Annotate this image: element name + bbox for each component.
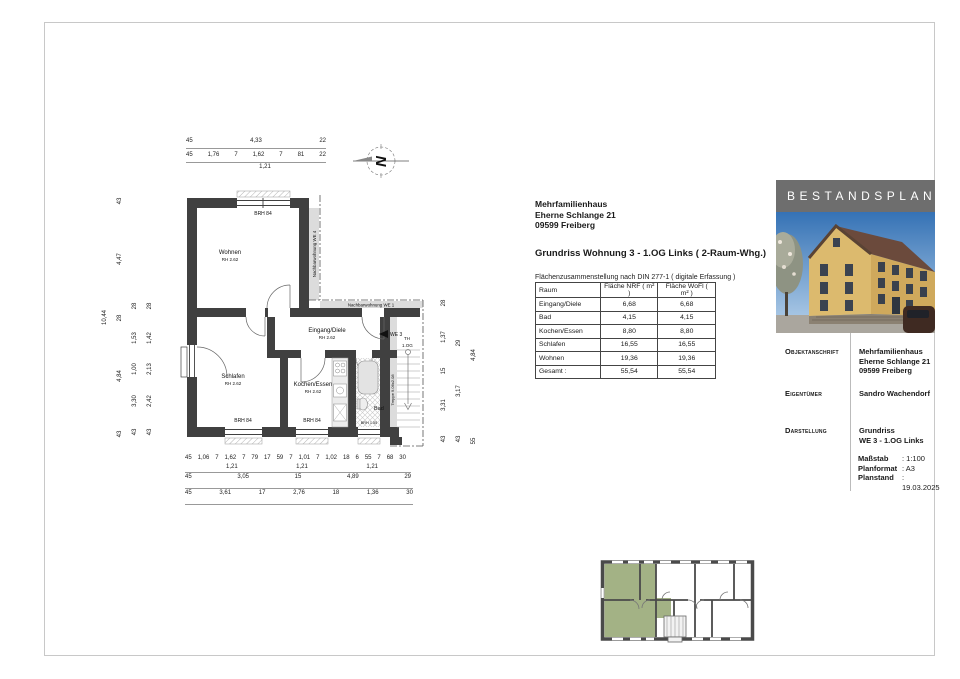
dimension-label: 28	[441, 299, 447, 307]
walls	[187, 198, 420, 445]
dimension-chain-top	[186, 138, 326, 144]
table-row	[536, 298, 716, 312]
kitchen-counter	[332, 358, 348, 427]
dimension-label: 45	[185, 455, 192, 461]
dimension-label: 30	[406, 490, 413, 496]
dimension-label: 7	[316, 455, 320, 461]
room-label: Kochen/Essen	[293, 382, 333, 388]
dimension-label: 15	[294, 474, 302, 480]
dimension-label: 7	[234, 152, 238, 158]
dimension-label: 29	[404, 474, 411, 480]
dimension-label: 1,62	[224, 455, 237, 461]
dimension-label: 17	[263, 455, 271, 461]
table-cell: Schlafen	[536, 338, 601, 352]
meta-label: Planstand	[858, 473, 894, 482]
table-row	[536, 365, 716, 379]
window-label: BRH 84	[234, 418, 252, 424]
dimension-chain-right	[453, 340, 465, 442]
window-label: BRH 84	[254, 211, 272, 217]
title-block	[776, 180, 940, 495]
table-cell: Gesamt :	[536, 365, 601, 379]
dimension-label: 10,44	[102, 309, 108, 325]
dimension-label: 6	[355, 455, 359, 461]
dimension-chain-bottom	[185, 474, 411, 480]
dimension-label: 4,89	[346, 474, 359, 480]
dimension-label: 18	[332, 490, 340, 496]
dimension-label: 29	[456, 339, 462, 347]
dimension-label: 4,84	[117, 369, 123, 382]
table-cell: Bad	[536, 311, 601, 325]
table-cell: Kochen/Essen	[536, 325, 601, 339]
meta-value: : A3	[902, 463, 915, 473]
field-value-line: Grundriss	[859, 426, 895, 435]
field-label: Eigentümer	[785, 388, 823, 398]
field-value-line: 09599 Freiberg	[859, 366, 912, 375]
city-address: 09599 Freiberg	[535, 220, 596, 230]
building-photo	[776, 212, 935, 333]
dimension-label: 1,42	[147, 331, 153, 344]
area-table-caption: Flächenzusammenstellung nach DIN 277-1 ( digitale Erfassung )	[535, 273, 736, 281]
room-label: Eingang/Diele	[308, 328, 346, 334]
dimension-label: 43	[147, 428, 153, 436]
project-info	[535, 199, 766, 281]
title-block-header: BESTANDSPLAN	[776, 180, 935, 212]
table-cell: Eingang/Diele	[536, 298, 601, 312]
dimension-label: 43	[132, 428, 138, 436]
dimension-label: 3,31	[441, 399, 447, 411]
dimension-label: 59	[276, 455, 284, 461]
dimension-label: 4,33	[250, 138, 262, 144]
dimension-label: 45	[185, 474, 192, 480]
drawing-title: Grundriss Wohnung 3 - 1.OG Links ( 2-Raum-Whg.)	[535, 247, 766, 259]
table-cell: 4,15	[658, 311, 716, 325]
table-row	[536, 338, 716, 352]
dimension-chain-bottom	[185, 490, 413, 496]
dimension-chain-left	[129, 303, 141, 435]
dimension-label: 4,47	[117, 253, 123, 266]
dimension-label: 7	[377, 455, 381, 461]
field-value	[851, 389, 930, 399]
dimension-label: 28	[147, 302, 153, 310]
dimension-chain-bottom	[226, 464, 378, 470]
field-label: Objektanschrift	[785, 347, 839, 356]
dimension-chain-right	[438, 300, 450, 442]
dimension-label: 3,05	[237, 474, 250, 480]
dimension-line	[186, 162, 326, 163]
field-label: Darstellung	[785, 426, 827, 435]
window-label: BRH 1.55	[360, 421, 378, 425]
dimension-chain-top	[186, 152, 326, 158]
dimension-label: 2,42	[147, 394, 153, 407]
dimension-label: 18	[342, 455, 350, 461]
dimension-label: 15	[441, 367, 447, 375]
title-block-fields	[776, 333, 940, 495]
field-value-line: Sandro Wachendorf	[859, 388, 930, 398]
dimension-label: 45	[186, 152, 193, 158]
table-header-cell: Raum	[536, 283, 601, 298]
dimension-chain-left	[99, 200, 111, 437]
meta-label: Maßstab	[858, 454, 889, 463]
staircase	[397, 350, 420, 428]
table-row	[536, 352, 716, 366]
dimension-label: 17	[258, 490, 266, 496]
room-height-label: RH 2.62	[304, 389, 322, 394]
table-cell: 16,55	[658, 338, 716, 352]
table-row	[536, 325, 716, 339]
dimension-label: 1,36	[366, 490, 379, 496]
dimension-chain-bottom	[185, 455, 406, 461]
room-label: Bad	[374, 406, 384, 412]
dimension-label: 1,76	[207, 152, 220, 158]
dimension-label: 1,62	[252, 152, 265, 158]
street-address: Eherne Schlange 21	[535, 209, 616, 220]
svg-text:N: N	[372, 155, 389, 167]
table-cell: 4,15	[601, 311, 658, 325]
table-cell: 55,54	[601, 365, 658, 379]
floor-label: 1.OG	[402, 343, 413, 348]
window-label: BRH 84	[303, 418, 321, 424]
table-header-cell: Fläche WoFl ( m² )	[658, 283, 716, 298]
bath-fittings	[356, 358, 380, 427]
meta-planstand	[850, 473, 940, 492]
meta-value: : 19.03.2025	[902, 473, 940, 492]
dimension-label: 7	[242, 455, 246, 461]
table-cell: 19,36	[658, 352, 716, 366]
dimension-label: 45	[186, 138, 193, 144]
dimension-label: 43	[117, 430, 123, 438]
building-name: Mehrfamilienhaus	[535, 199, 608, 209]
dimension-label: 68	[386, 455, 394, 461]
dimension-chain-right	[468, 349, 480, 445]
room-height-label: RH 2.62	[221, 257, 239, 262]
dimension-label: 43	[117, 197, 123, 205]
north-arrow-icon	[353, 144, 409, 178]
dimension-label: 3,17	[456, 385, 462, 397]
dimension-label: 22	[319, 152, 326, 158]
dimension-label: 1,21	[259, 164, 271, 170]
field-objektanschrift	[776, 347, 935, 376]
dimension-label: 1,21	[226, 464, 238, 470]
dimension-label: 3,30	[132, 394, 138, 407]
dimension-label: 1,21	[366, 464, 378, 470]
dimension-chain-left	[114, 198, 126, 437]
area-table	[535, 282, 716, 379]
dimension-label: 45	[185, 490, 192, 496]
dimension-label: 30	[399, 455, 406, 461]
field-value-line: WE 3 - 1.OG Links	[859, 435, 924, 445]
dimension-label: 28	[132, 302, 138, 310]
dimension-label: 1,37	[441, 331, 447, 343]
stair-label: Treppe 9.06x2.08	[390, 374, 395, 406]
dimension-label: 81	[297, 152, 305, 158]
room-height-label: RH 2.62	[224, 381, 242, 386]
dimension-label: 28	[117, 314, 123, 321]
table-cell: 8,80	[658, 325, 716, 339]
table-cell: 55,54	[658, 365, 716, 379]
dimension-label: 1,00	[132, 363, 138, 375]
neighbor-label: Nachbarwohnung WE 4	[312, 230, 317, 278]
dimension-label: 55	[364, 455, 372, 461]
room-label: Wohnen	[218, 250, 242, 256]
field-value	[851, 347, 930, 376]
table-cell: 8,80	[601, 325, 658, 339]
dimension-line	[185, 472, 411, 473]
table-cell: 16,55	[601, 338, 658, 352]
dimension-label: 1,02	[325, 455, 338, 461]
dimension-label: 1,06	[197, 455, 210, 461]
meta-planformat	[850, 464, 935, 474]
dimension-label: 22	[319, 138, 326, 144]
meta-massstab	[850, 454, 935, 464]
field-value-line: Mehrfamilienhaus	[859, 347, 923, 356]
dimension-label: 1,21	[296, 464, 308, 470]
dimension-line	[185, 488, 413, 489]
dimension-label: 7	[279, 152, 283, 158]
dimension-label: 43	[441, 435, 447, 443]
table-cell: 6,68	[658, 298, 716, 312]
car	[903, 306, 935, 333]
meta-value: : 1:100	[902, 454, 925, 463]
dimension-label: 7	[289, 455, 293, 461]
dimension-label: 3,61	[219, 490, 232, 496]
unit-label: WE 3	[390, 332, 403, 338]
dimension-label: 7	[215, 455, 219, 461]
field-value-line: Eherne Schlange 21	[859, 356, 931, 366]
dimension-label: 2,13	[147, 363, 153, 375]
room-height-label: RH 2.62	[318, 335, 336, 340]
field-eigentuemer	[776, 389, 935, 399]
dimension-line	[186, 148, 326, 149]
table-cell: Wohnen	[536, 352, 601, 366]
dimension-label: 2,76	[293, 490, 305, 496]
overview-key-plan	[600, 558, 755, 646]
plan-meta	[850, 454, 940, 492]
dimension-label: 1,01	[298, 455, 311, 461]
table-row	[536, 311, 716, 325]
field-darstellung	[776, 426, 935, 445]
dimension-label: 55	[471, 437, 477, 445]
dimension-label: 43	[456, 435, 462, 443]
table-cell: 19,36	[601, 352, 658, 366]
dimension-label: 1,53	[132, 331, 138, 344]
dimension-chain-left	[144, 303, 156, 435]
table-header-row	[536, 283, 716, 298]
table-cell: 6,68	[601, 298, 658, 312]
meta-label: Planformat	[858, 463, 898, 473]
dimension-label: 4,84	[471, 349, 477, 361]
dimension-chain-top	[235, 164, 295, 170]
dimension-line	[185, 504, 413, 505]
room-label: Schlafen	[221, 374, 245, 380]
dimension-label: 79	[251, 455, 259, 461]
neighbor-label: Nachbarwohnung WE 1	[347, 302, 395, 308]
table-header-cell: Fläche NRF ( m² )	[601, 283, 658, 298]
field-value	[851, 426, 924, 445]
stairhall-label: TH	[404, 336, 410, 341]
